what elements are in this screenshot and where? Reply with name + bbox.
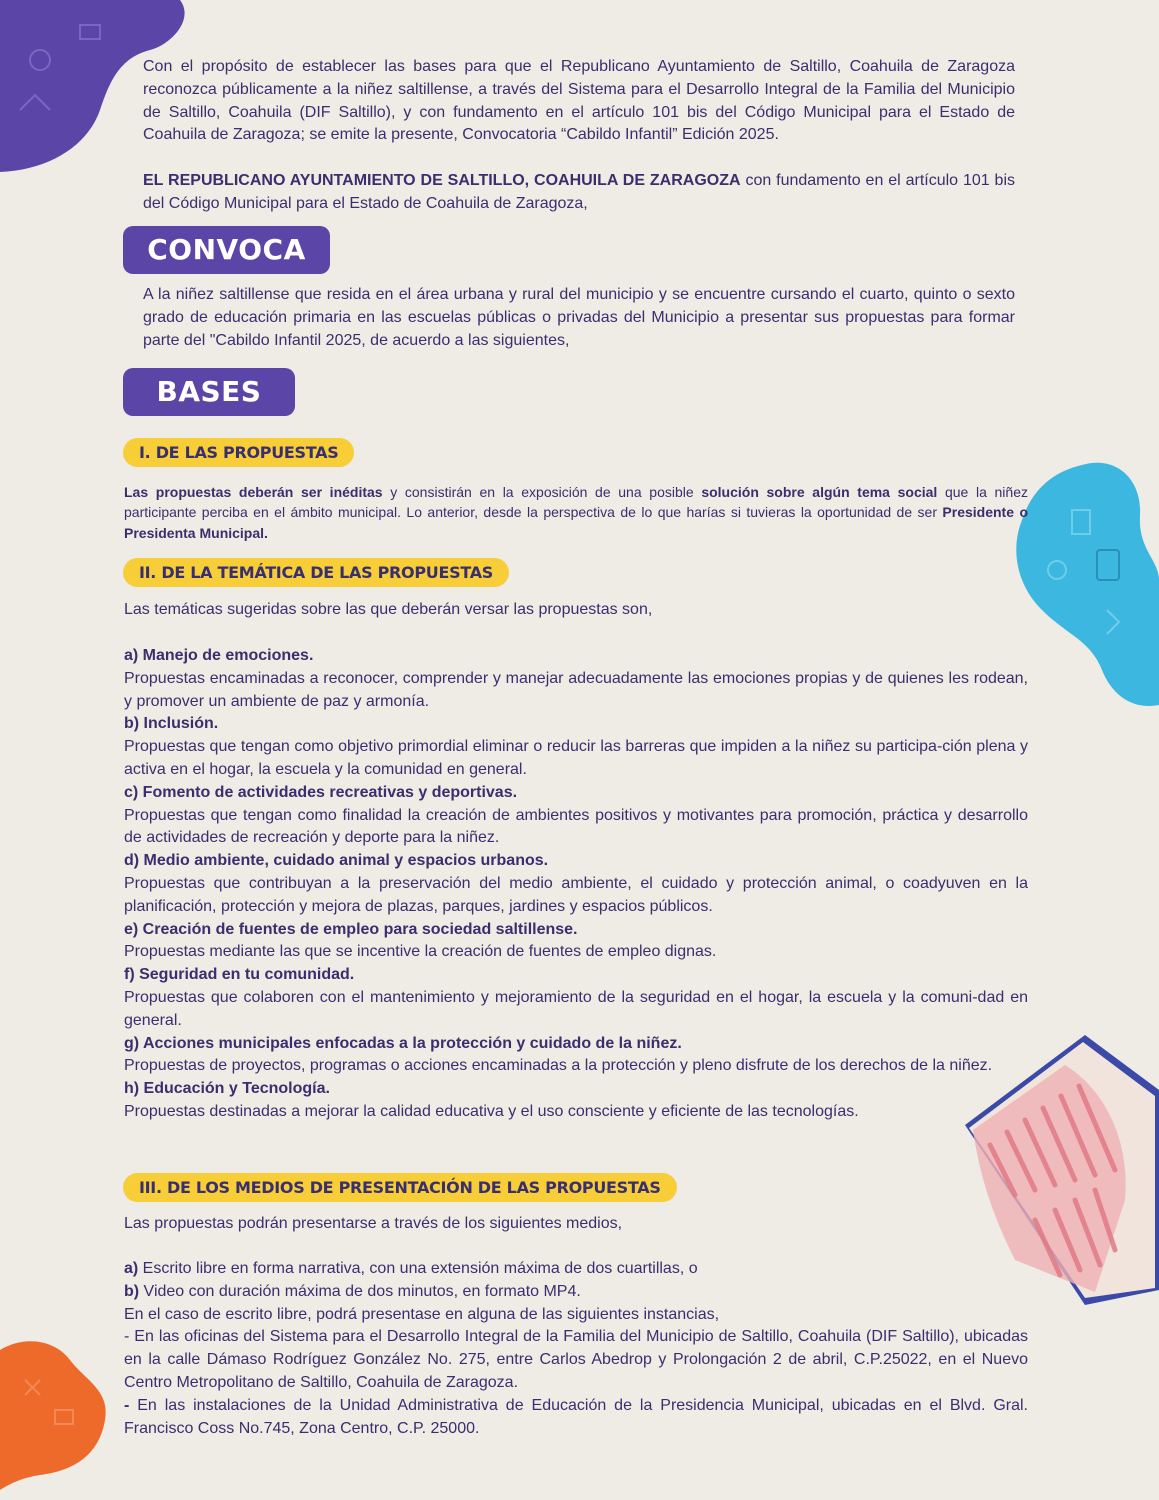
- topic-item: [124, 713, 1028, 781]
- topic-item: [124, 782, 1028, 850]
- intro-paragraph-2: [143, 170, 1015, 216]
- topic-text: Propuestas mediante las que se incentive la creación de fuentes de empleo dignas.: [124, 943, 717, 961]
- section-2-heading: II. DE LA TEMÁTICA DE LAS PROPUESTAS: [123, 558, 509, 587]
- medium-option-b: [124, 1281, 1028, 1304]
- section-3-heading: III. DE LOS MEDIOS DE PRESENTACIÓN DE LAS PROPUESTAS: [123, 1173, 677, 1202]
- topic-item: [124, 1078, 1028, 1124]
- medium-option-a: [124, 1258, 1028, 1281]
- section-3-body: [124, 1258, 1028, 1440]
- topic-title: d) Medio ambiente, cuidado animal y espacios urbanos.: [124, 852, 549, 870]
- section-1-paragraph: [124, 482, 1028, 543]
- option-a-label: a): [124, 1260, 139, 1277]
- topic-title: c) Fomento de actividades recreativas y deportivas.: [124, 783, 518, 801]
- section-2-intro: Las temáticas sugeridas sobre las que deberán versar las propuestas son,: [124, 601, 653, 618]
- location-2-text: En las instalaciones de la Unidad Administrativa de Educación de la Presidencia Municipal, ubicadas en el Blvd. Gral. Francisco Coss No.745, Zona Centro, C.P. 25000.: [124, 1396, 1028, 1437]
- topic-item: [124, 1033, 1028, 1079]
- section-1-bold-3: Presidente o Presidenta Municipal.: [124, 504, 1028, 541]
- topic-text: Propuestas que colaboren con el mantenimiento y mejoramiento de la seguridad en el hogar, la escuela y la comuni-dad en general.: [124, 988, 1028, 1029]
- intro-paragraph-2-text: con fundamento en el artículo 101 bis del Código Municipal para el Estado de Coahuila de Zaragoza,: [143, 172, 1016, 212]
- location-2-dash: -: [124, 1396, 130, 1414]
- section-1-bold-2: solución sobre algún tema social: [701, 484, 938, 500]
- topic-item: [124, 964, 1028, 1032]
- topic-item: [124, 919, 1028, 965]
- convoca-paragraph: A la niñez saltillense que resida en el área urbana y rural del municipio y se encuentre cursando el cuarto, quinto o sexto grado de educación primaria en las escuelas públicas o privadas del Municipio a presentar sus propuestas para formar parte del "Cabildo Infantil 2025, de acuerdo a las siguientes,: [143, 286, 1015, 349]
- section-1-text-2: que la niñez participante perciba en el ámbito municipal. Lo anterior, desde la perspectiva de lo que harías si tuvieras la oportunidad de ser: [124, 484, 1028, 521]
- topic-title: h) Educación y Tecnología.: [124, 1080, 330, 1098]
- section-3-intro: Las propuestas podrán presentarse a través de los siguientes medios,: [124, 1215, 623, 1232]
- topic-item: [124, 645, 1028, 713]
- topic-title: f) Seguridad en tu comunidad.: [124, 966, 355, 984]
- topic-text: Propuestas que tengan como objetivo primordial eliminar o reducir las barreras que impiden a la niñez su participa-ción plena y activa en el hogar, la escuela y la comunidad en general.: [124, 738, 1028, 778]
- section-1-bold-1: Las propuestas deberán ser inéditas: [124, 484, 383, 500]
- escrito-note: En el caso de escrito libre, podrá presentase en alguna de las siguientes instancias,: [124, 1305, 720, 1323]
- topic-text: Propuestas encaminadas a reconocer, comprender y manejar adecuadamente las emociones propias y de quienes les rodean, y promover un ambiente de paz y armonía.: [124, 669, 1028, 710]
- topic-text: Propuestas destinadas a mejorar la calidad educativa y el uso consciente y eficiente de las tecnologías.: [124, 1102, 859, 1120]
- topics-list: [124, 645, 1028, 1124]
- intro-paragraph-2-bold: EL REPUBLICANO AYUNTAMIENTO DE SALTILLO, COAHUILA DE ZARAGOZA: [143, 172, 741, 189]
- topic-title: e) Creación de fuentes de empleo para sociedad saltillense.: [124, 920, 578, 938]
- cyan-blob-decoration: [1012, 460, 1159, 710]
- orange-blob-decoration: [0, 1340, 110, 1500]
- topic-text: Propuestas que contribuyan a la preservación del medio ambiente, el cuidado y protección animal, o coadyuven en la planificación, protección y mejora de plazas, parques, jardines y espacios públicos.: [124, 874, 1028, 915]
- topic-title: a) Manejo de emociones.: [124, 647, 314, 664]
- topic-text: Propuestas de proyectos, programas o acciones encaminadas a la protección y pleno disfrute de los derechos de la niñez.: [124, 1057, 993, 1075]
- topic-item: [124, 850, 1028, 918]
- section-1-heading: I. DE LAS PROPUESTAS: [123, 438, 354, 467]
- topic-text: Propuestas que tengan como finalidad la creación de ambientes positivos y motivantes para promoción, práctica y desarrollo de actividades de recreación y deporte para la niñez.: [124, 806, 1028, 847]
- location-2: [124, 1395, 1028, 1441]
- topic-title: b) Inclusión.: [124, 715, 219, 733]
- topic-title: g) Acciones municipales enfocadas a la protección y cuidado de la niñez.: [124, 1034, 682, 1052]
- option-b-label: b): [124, 1282, 140, 1300]
- intro-paragraph-1: Con el propósito de establecer las bases para que el Republicano Ayuntamiento de Saltillo, Coahuila de Zaragoza reconozca públicamente a la niñez saltillense, a través del Sistema para el Desarrollo Integral de la Familia del Municipio de Saltillo, Coahuila (DIF Saltillo), y con fundamento en el artículo 101 bis del Código Municipal para el Estado de Coahuila de Zaragoza; se emite la presente, Convocatoria “Cabildo Infantil” Edición 2025.: [143, 58, 1015, 144]
- option-a-text: Escrito libre en forma narrativa, con una extensión máxima de dos cuartillas, o: [138, 1260, 698, 1277]
- convoca-heading: CONVOCA: [123, 226, 330, 274]
- option-b-text: Video con duración máxima de dos minutos, en formato MP4.: [139, 1282, 581, 1300]
- section-1-text-1: y consistirán en la exposición de una posible: [382, 484, 702, 500]
- location-1: - En las oficinas del Sistema para el Desarrollo Integral de la Familia del Municipio de Saltillo, Coahuila (DIF Saltillo), ubicadas en la calle Dámaso Rodríguez González No. 275, entre Carlos Abedrop y Prolongación 2 de abril, C.P.25022, en el Nuevo Centro Metropolitano de Saltillo, Coahuila de Zaragoza.: [124, 1328, 1028, 1391]
- bases-heading: BASES: [123, 368, 295, 416]
